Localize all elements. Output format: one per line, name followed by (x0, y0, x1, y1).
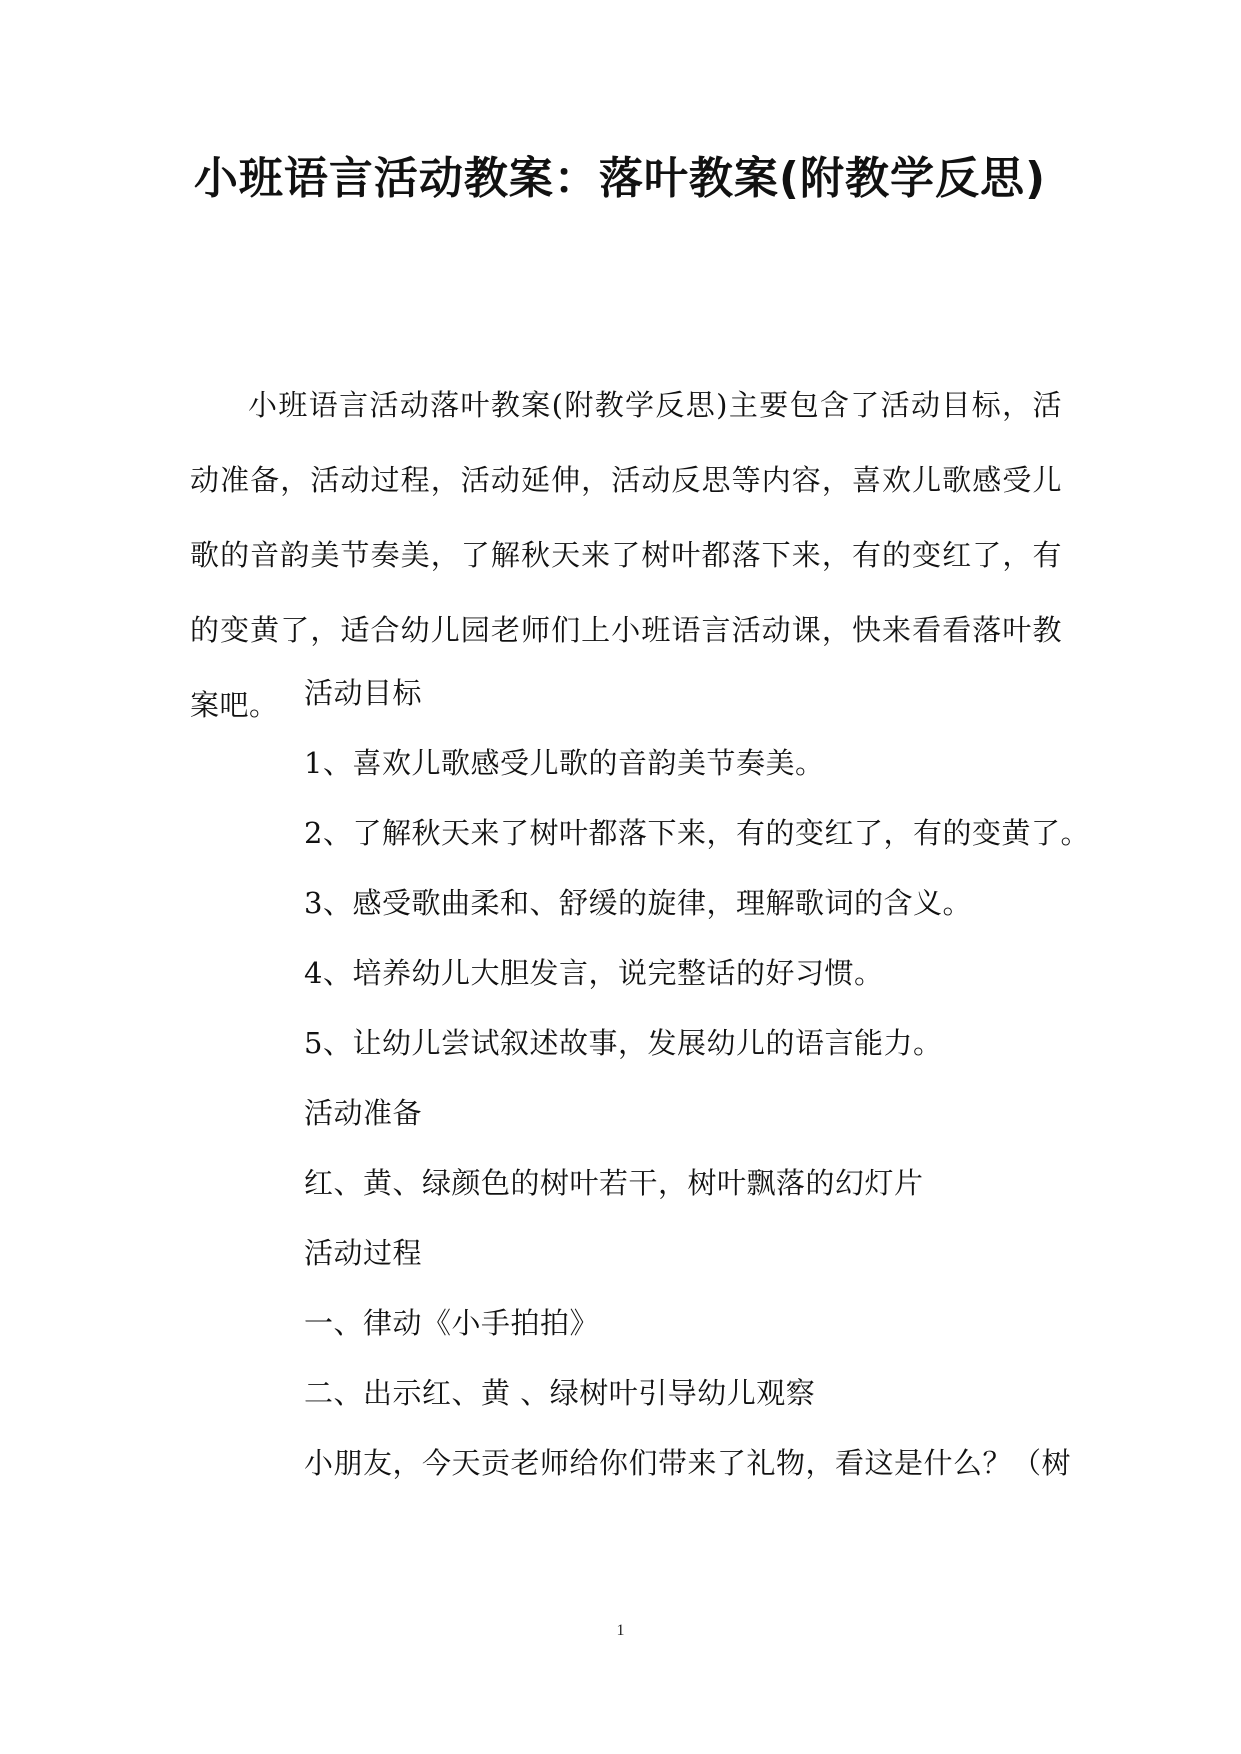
section-heading-objectives: 活动目标 (304, 676, 423, 710)
process-step: 二、出示红、黄 、绿树叶引导幼儿观察 (304, 1376, 816, 1410)
page-number: 1 (616, 1622, 625, 1639)
objective-item: 5、让幼儿尝试叙述故事，发展幼儿的语言能力。 (304, 1026, 943, 1060)
objective-item: 2、了解秋天来了树叶都落下来，有的变红了，有的变黄了。 (304, 816, 1090, 850)
objective-item: 4、培养幼儿大胆发言，说完整话的好习惯。 (304, 956, 884, 990)
section-heading-process: 活动过程 (304, 1236, 423, 1270)
process-text: 小朋友，今天贡老师给你们带来了礼物，看这是什么？（树 (304, 1446, 1072, 1480)
preparation-text: 红、黄、绿颜色的树叶若干，树叶飘落的幻灯片 (304, 1166, 924, 1200)
objective-item: 1、喜欢儿歌感受儿歌的音韵美节奏美。 (304, 746, 825, 780)
document-title: 小班语言活动教案：落叶教案(附教学反思) (193, 153, 1047, 204)
intro-paragraph: 小班语言活动落叶教案(附教学反思)主要包含了活动目标，活动准备，活动过程，活动延伸，活动反思等内容，喜欢儿歌感受儿歌的音韵美节奏美，了解秋天来了树叶都落下来，有的变红了，有的变黄了，适合幼儿园老师们上小班语言活动课，快来看看落叶教案吧。 (190, 388, 1062, 722)
process-step: 一、律动《小手拍拍》 (304, 1306, 600, 1340)
objective-item: 3、感受歌曲柔和、舒缓的旋律，理解歌词的含义。 (304, 886, 972, 920)
section-heading-preparation: 活动准备 (304, 1096, 423, 1130)
